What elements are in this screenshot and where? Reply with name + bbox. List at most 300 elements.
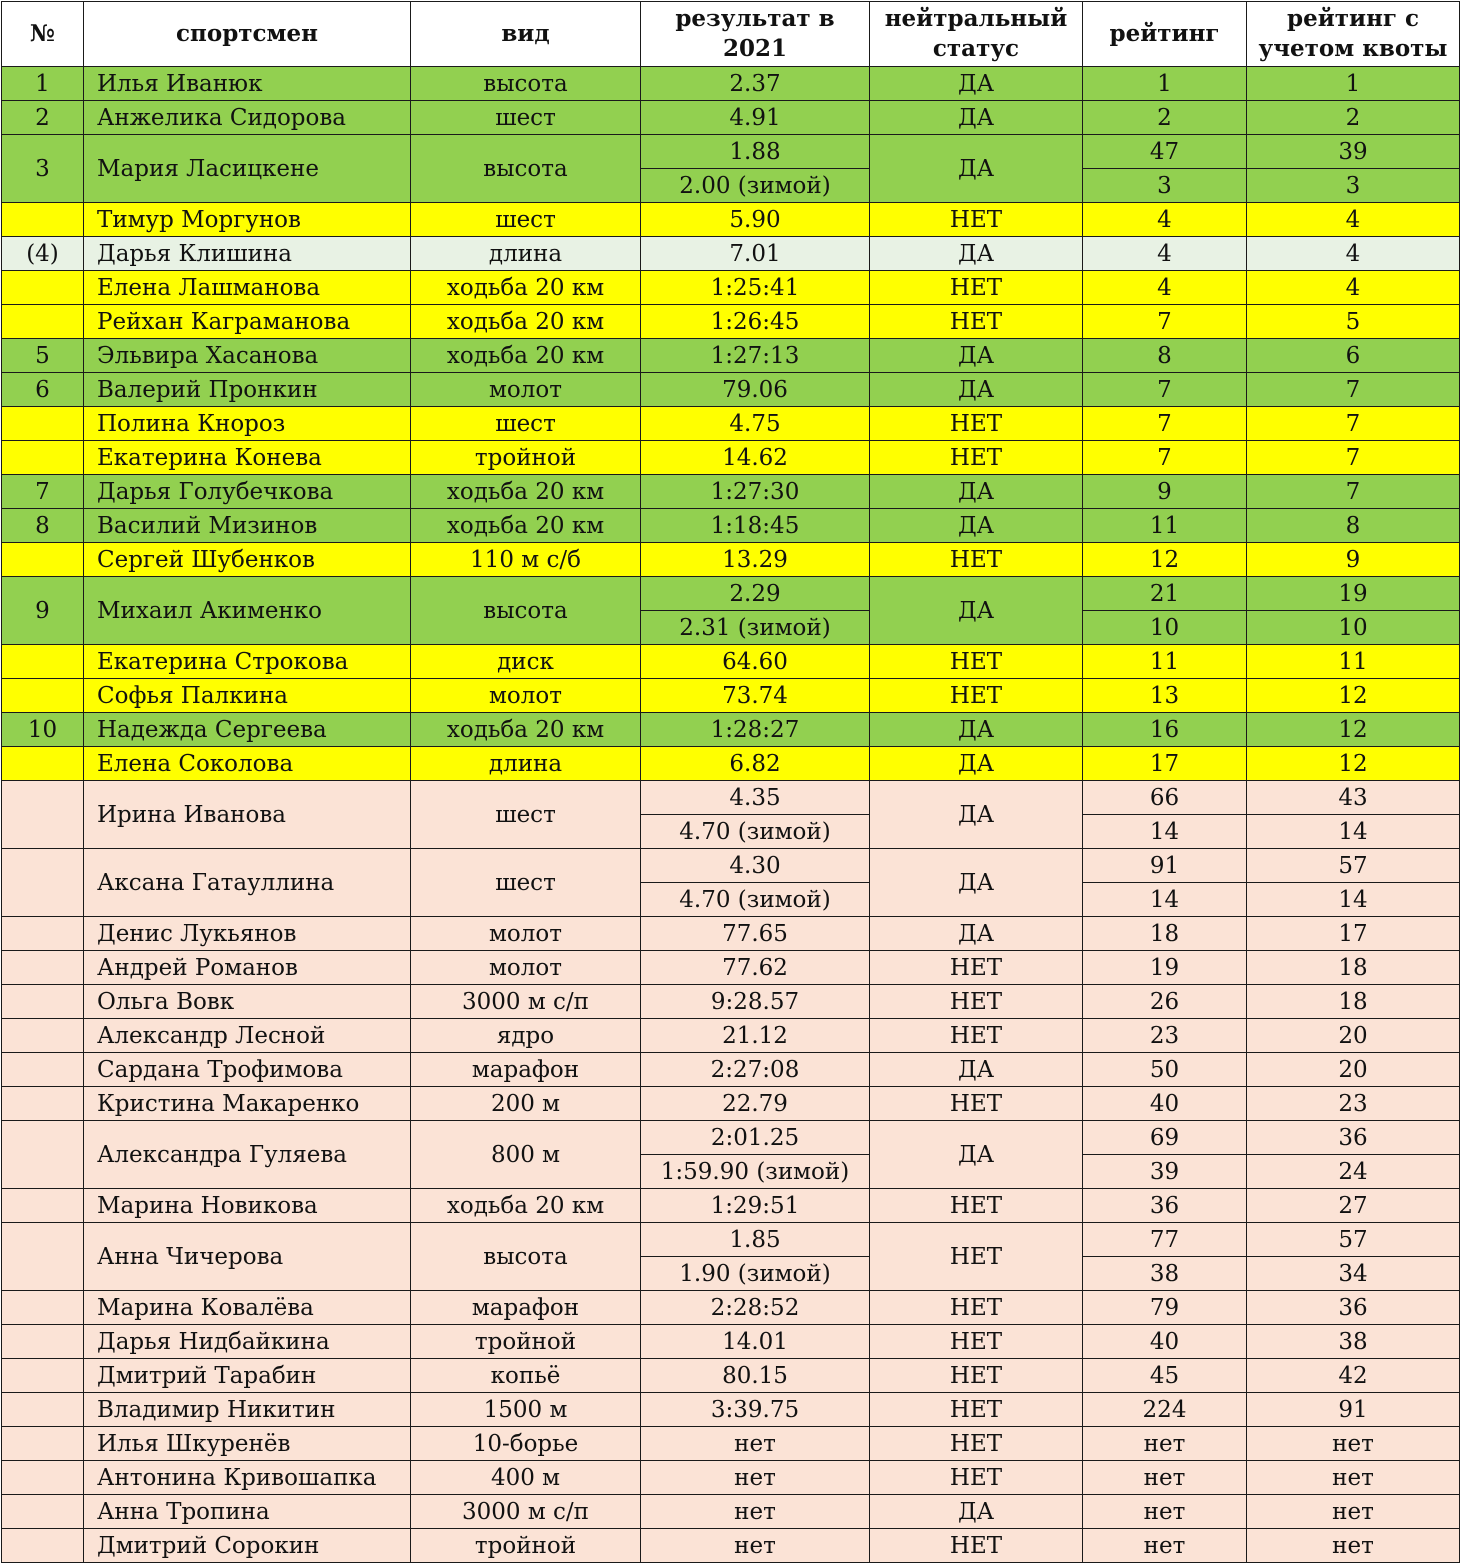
quota-rating-value: нет [1247, 1495, 1460, 1529]
event-type: 3000 м с/п [411, 985, 641, 1019]
athlete-name: Дарья Голубечкова [84, 475, 411, 509]
quota-rating-value: 11 [1247, 645, 1460, 679]
row-number [2, 679, 84, 713]
quota-rating-value: 18 [1247, 951, 1460, 985]
header-number: № [2, 2, 84, 67]
quota-rating-value-winter: 10 [1247, 611, 1460, 645]
rating-value: 50 [1083, 1053, 1247, 1087]
quota-rating-value: 12 [1247, 679, 1460, 713]
quota-rating-value: 20 [1247, 1019, 1460, 1053]
rating-value: 224 [1083, 1393, 1247, 1427]
quota-rating-value: 7 [1247, 475, 1460, 509]
quota-rating-value-winter: 24 [1247, 1155, 1460, 1189]
result-value: 1.88 [641, 135, 870, 169]
table-row [2, 475, 1460, 509]
rating-value: 7 [1083, 305, 1247, 339]
event-type: тройной [411, 1325, 641, 1359]
athlete-name: Анжелика Сидорова [84, 101, 411, 135]
athlete-name: Надежда Сергеева [84, 713, 411, 747]
table-row [2, 1393, 1460, 1427]
quota-rating-value: нет [1247, 1427, 1460, 1461]
event-type: шест [411, 849, 641, 917]
result-value: нет [641, 1529, 870, 1563]
quota-rating-value-winter: 3 [1247, 169, 1460, 203]
table-row [2, 1359, 1460, 1393]
table-row [2, 1427, 1460, 1461]
neutral-status: НЕТ [870, 407, 1083, 441]
event-type: ходьба 20 км [411, 475, 641, 509]
neutral-status: ДА [870, 1053, 1083, 1087]
result-value-winter: 4.70 (зимой) [641, 815, 870, 849]
quota-rating-value-winter: 34 [1247, 1257, 1460, 1291]
event-type: высота [411, 577, 641, 645]
row-number [2, 1359, 84, 1393]
result-value: нет [641, 1495, 870, 1529]
neutral-status: ДА [870, 849, 1083, 917]
result-value: 2.29 [641, 577, 870, 611]
row-number: 7 [2, 475, 84, 509]
table-row [2, 203, 1460, 237]
event-type: ходьба 20 км [411, 305, 641, 339]
row-number: 3 [2, 135, 84, 203]
neutral-status: ДА [870, 917, 1083, 951]
table-row [2, 509, 1460, 543]
neutral-status: ДА [870, 237, 1083, 271]
table-row [2, 713, 1460, 747]
table-row [2, 237, 1460, 271]
rating-value: 11 [1083, 645, 1247, 679]
table-row [2, 101, 1460, 135]
athlete-name: Мария Ласицкене [84, 135, 411, 203]
table-row [2, 679, 1460, 713]
rating-value: 17 [1083, 747, 1247, 781]
neutral-status: НЕТ [870, 1019, 1083, 1053]
event-type: копьё [411, 1359, 641, 1393]
table-row [2, 1529, 1460, 1563]
quota-rating-value: 91 [1247, 1393, 1460, 1427]
result-value: 2:28:52 [641, 1291, 870, 1325]
table-row [2, 917, 1460, 951]
row-number [2, 1189, 84, 1223]
neutral-status: ДА [870, 101, 1083, 135]
athlete-name: Екатерина Конева [84, 441, 411, 475]
header-result: результат в 2021 [641, 2, 870, 67]
athlete-name: Софья Палкина [84, 679, 411, 713]
table-row [2, 1189, 1460, 1223]
rating-value: 4 [1083, 203, 1247, 237]
quota-rating-value: 7 [1247, 441, 1460, 475]
neutral-status: НЕТ [870, 441, 1083, 475]
table-body [2, 67, 1460, 1563]
row-number [2, 747, 84, 781]
header-neutral-status: нейтральный статус [870, 2, 1083, 67]
row-number [2, 441, 84, 475]
quota-rating-value: 2 [1247, 101, 1460, 135]
result-value: 2.37 [641, 67, 870, 101]
table-row [2, 543, 1460, 577]
table-row [2, 1291, 1460, 1325]
table-row [2, 441, 1460, 475]
event-type: длина [411, 237, 641, 271]
result-value: 1:25:41 [641, 271, 870, 305]
rating-value: 7 [1083, 441, 1247, 475]
neutral-status: НЕТ [870, 985, 1083, 1019]
result-value: 1.85 [641, 1223, 870, 1257]
athlete-name: Тимур Моргунов [84, 203, 411, 237]
quota-rating-value: 18 [1247, 985, 1460, 1019]
athlete-name: Дмитрий Сорокин [84, 1529, 411, 1563]
quota-rating-value: 38 [1247, 1325, 1460, 1359]
athlete-name: Владимир Никитин [84, 1393, 411, 1427]
rating-value: 91 [1083, 849, 1247, 883]
neutral-status: ДА [870, 135, 1083, 203]
neutral-status: ДА [870, 781, 1083, 849]
quota-rating-value: 9 [1247, 543, 1460, 577]
table-row [2, 373, 1460, 407]
table-row [2, 849, 1460, 883]
result-value: 79.06 [641, 373, 870, 407]
result-value: 77.65 [641, 917, 870, 951]
result-value-winter: 1:59.90 (зимой) [641, 1155, 870, 1189]
result-value: 4.75 [641, 407, 870, 441]
event-type: высота [411, 67, 641, 101]
quota-rating-value: 39 [1247, 135, 1460, 169]
table-row [2, 305, 1460, 339]
athlete-name: Ольга Вовк [84, 985, 411, 1019]
result-value: 4.35 [641, 781, 870, 815]
athlete-name: Анна Чичерова [84, 1223, 411, 1291]
quota-rating-value: нет [1247, 1461, 1460, 1495]
athlete-name: Кристина Макаренко [84, 1087, 411, 1121]
quota-rating-value: 1 [1247, 67, 1460, 101]
quota-rating-value-winter: 14 [1247, 883, 1460, 917]
row-number: 5 [2, 339, 84, 373]
event-type: 1500 м [411, 1393, 641, 1427]
result-value: 73.74 [641, 679, 870, 713]
table-row [2, 1053, 1460, 1087]
row-number: 10 [2, 713, 84, 747]
athlete-name: Александра Гуляева [84, 1121, 411, 1189]
result-value: нет [641, 1427, 870, 1461]
result-value: 5.90 [641, 203, 870, 237]
row-number [2, 951, 84, 985]
rating-value-winter: 14 [1083, 815, 1247, 849]
athlete-name: Марина Новикова [84, 1189, 411, 1223]
quota-rating-value: 42 [1247, 1359, 1460, 1393]
neutral-status: НЕТ [870, 203, 1083, 237]
result-value: 1:27:30 [641, 475, 870, 509]
header-event: вид [411, 2, 641, 67]
event-type: шест [411, 407, 641, 441]
rating-value-winter: 39 [1083, 1155, 1247, 1189]
rating-value: 36 [1083, 1189, 1247, 1223]
row-number [2, 917, 84, 951]
header-quota-rating: рейтинг с учетом квоты [1247, 2, 1460, 67]
table-row [2, 1495, 1460, 1529]
rating-value: 9 [1083, 475, 1247, 509]
rating-value: 26 [1083, 985, 1247, 1019]
event-type: длина [411, 747, 641, 781]
event-type: 10-борье [411, 1427, 641, 1461]
row-number: (4) [2, 237, 84, 271]
table-row [2, 951, 1460, 985]
table-row [2, 1019, 1460, 1053]
athlete-name: Елена Соколова [84, 747, 411, 781]
rating-value: 69 [1083, 1121, 1247, 1155]
quota-rating-value: 7 [1247, 407, 1460, 441]
athlete-name: Дарья Клишина [84, 237, 411, 271]
athlete-name: Илья Шкуренёв [84, 1427, 411, 1461]
result-value: 1:27:13 [641, 339, 870, 373]
rating-value: 16 [1083, 713, 1247, 747]
event-type: молот [411, 679, 641, 713]
row-number [2, 1291, 84, 1325]
quota-rating-value: 8 [1247, 509, 1460, 543]
rating-value: 13 [1083, 679, 1247, 713]
athlete-name: Ирина Иванова [84, 781, 411, 849]
event-type: шест [411, 781, 641, 849]
quota-rating-value: нет [1247, 1529, 1460, 1563]
table-row [2, 1223, 1460, 1257]
result-value: 21.12 [641, 1019, 870, 1053]
result-value: 4.30 [641, 849, 870, 883]
result-value: 7.01 [641, 237, 870, 271]
athlete-name: Рейхан Каграманова [84, 305, 411, 339]
row-number [2, 305, 84, 339]
event-type: шест [411, 203, 641, 237]
neutral-status: НЕТ [870, 1359, 1083, 1393]
row-number: 9 [2, 577, 84, 645]
result-value: 22.79 [641, 1087, 870, 1121]
neutral-status: НЕТ [870, 543, 1083, 577]
athlete-name: Дарья Нидбайкина [84, 1325, 411, 1359]
row-number [2, 1325, 84, 1359]
event-type: молот [411, 373, 641, 407]
neutral-status: ДА [870, 475, 1083, 509]
neutral-status: ДА [870, 67, 1083, 101]
quota-rating-value: 17 [1247, 917, 1460, 951]
result-value: 1:29:51 [641, 1189, 870, 1223]
header-rating: рейтинг [1083, 2, 1247, 67]
neutral-status: ДА [870, 713, 1083, 747]
rating-value: нет [1083, 1495, 1247, 1529]
table-row [2, 1121, 1460, 1155]
rating-value: 21 [1083, 577, 1247, 611]
row-number [2, 1393, 84, 1427]
header-row [2, 2, 1460, 67]
table-row [2, 135, 1460, 169]
athlete-name: Александр Лесной [84, 1019, 411, 1053]
athlete-name: Андрей Романов [84, 951, 411, 985]
result-value-winter: 1.90 (зимой) [641, 1257, 870, 1291]
event-type: марафон [411, 1053, 641, 1087]
athlete-name: Михаил Акименко [84, 577, 411, 645]
quota-rating-value: 7 [1247, 373, 1460, 407]
event-type: молот [411, 917, 641, 951]
athlete-name: Василий Мизинов [84, 509, 411, 543]
quota-rating-value: 36 [1247, 1291, 1460, 1325]
table-row [2, 67, 1460, 101]
neutral-status: НЕТ [870, 645, 1083, 679]
result-value: 13.29 [641, 543, 870, 577]
row-number [2, 1461, 84, 1495]
row-number [2, 1053, 84, 1087]
row-number [2, 1495, 84, 1529]
row-number [2, 781, 84, 849]
quota-rating-value: 19 [1247, 577, 1460, 611]
neutral-status: НЕТ [870, 1291, 1083, 1325]
rating-value: 7 [1083, 407, 1247, 441]
quota-rating-value: 4 [1247, 203, 1460, 237]
event-type: ходьба 20 км [411, 1189, 641, 1223]
quota-rating-value: 12 [1247, 747, 1460, 781]
event-type: высота [411, 1223, 641, 1291]
quota-rating-value: 4 [1247, 237, 1460, 271]
neutral-status: НЕТ [870, 1427, 1083, 1461]
event-type: ходьба 20 км [411, 339, 641, 373]
table-row [2, 645, 1460, 679]
rating-value: 66 [1083, 781, 1247, 815]
rating-value: 4 [1083, 271, 1247, 305]
rating-value: 47 [1083, 135, 1247, 169]
rating-value: 12 [1083, 543, 1247, 577]
quota-rating-value: 4 [1247, 271, 1460, 305]
rating-value: 79 [1083, 1291, 1247, 1325]
event-type: тройной [411, 441, 641, 475]
rating-value: нет [1083, 1427, 1247, 1461]
neutral-status: ДА [870, 577, 1083, 645]
quota-rating-value: 20 [1247, 1053, 1460, 1087]
athlete-name: Екатерина Строкова [84, 645, 411, 679]
table-row [2, 1087, 1460, 1121]
header-athlete: спортсмен [84, 2, 411, 67]
row-number [2, 1019, 84, 1053]
event-type: 110 м с/б [411, 543, 641, 577]
table-row [2, 271, 1460, 305]
athlete-name: Эльвира Хасанова [84, 339, 411, 373]
table-row [2, 407, 1460, 441]
row-number [2, 1121, 84, 1189]
athlete-name: Сардана Трофимова [84, 1053, 411, 1087]
rating-value: 40 [1083, 1087, 1247, 1121]
neutral-status: НЕТ [870, 951, 1083, 985]
rating-value: 2 [1083, 101, 1247, 135]
athlete-name: Елена Лашманова [84, 271, 411, 305]
row-number [2, 1427, 84, 1461]
rating-value: 45 [1083, 1359, 1247, 1393]
quota-rating-value: 6 [1247, 339, 1460, 373]
athletes-table [1, 1, 1460, 1563]
result-value: 1:26:45 [641, 305, 870, 339]
neutral-status: НЕТ [870, 1393, 1083, 1427]
row-number [2, 271, 84, 305]
neutral-status: ДА [870, 339, 1083, 373]
result-value: 2:27:08 [641, 1053, 870, 1087]
athlete-name: Сергей Шубенков [84, 543, 411, 577]
result-value-winter: 2.31 (зимой) [641, 611, 870, 645]
event-type: 800 м [411, 1121, 641, 1189]
result-value: 3:39.75 [641, 1393, 870, 1427]
table-row [2, 1325, 1460, 1359]
neutral-status: НЕТ [870, 1529, 1083, 1563]
row-number [2, 407, 84, 441]
row-number: 6 [2, 373, 84, 407]
athlete-name: Валерий Пронкин [84, 373, 411, 407]
event-type: ходьба 20 км [411, 509, 641, 543]
quota-rating-value: 5 [1247, 305, 1460, 339]
neutral-status: ДА [870, 509, 1083, 543]
event-type: 200 м [411, 1087, 641, 1121]
rating-value-winter: 14 [1083, 883, 1247, 917]
rating-value: нет [1083, 1461, 1247, 1495]
quota-rating-value: 57 [1247, 1223, 1460, 1257]
table-row [2, 577, 1460, 611]
result-value-winter: 4.70 (зимой) [641, 883, 870, 917]
result-value: 14.62 [641, 441, 870, 475]
rating-value: 19 [1083, 951, 1247, 985]
result-value: 80.15 [641, 1359, 870, 1393]
row-number [2, 543, 84, 577]
table-row [2, 339, 1460, 373]
event-type: высота [411, 135, 641, 203]
athlete-name: Дмитрий Тарабин [84, 1359, 411, 1393]
athlete-name: Анна Тропина [84, 1495, 411, 1529]
event-type: шест [411, 101, 641, 135]
row-number [2, 849, 84, 917]
neutral-status: НЕТ [870, 679, 1083, 713]
event-type: молот [411, 951, 641, 985]
event-type: марафон [411, 1291, 641, 1325]
rating-value-winter: 10 [1083, 611, 1247, 645]
result-value: 6.82 [641, 747, 870, 781]
quota-rating-value: 27 [1247, 1189, 1460, 1223]
result-value: 14.01 [641, 1325, 870, 1359]
result-value-winter: 2.00 (зимой) [641, 169, 870, 203]
athlete-name: Илья Иванюк [84, 67, 411, 101]
result-value: 9:28.57 [641, 985, 870, 1019]
result-value: 4.91 [641, 101, 870, 135]
rating-value: 23 [1083, 1019, 1247, 1053]
athlete-name: Денис Лукьянов [84, 917, 411, 951]
result-value: 77.62 [641, 951, 870, 985]
event-type: тройной [411, 1529, 641, 1563]
rating-value: 11 [1083, 509, 1247, 543]
quota-rating-value: 12 [1247, 713, 1460, 747]
event-type: 3000 м с/п [411, 1495, 641, 1529]
row-number: 2 [2, 101, 84, 135]
row-number [2, 1223, 84, 1291]
rating-value-winter: 3 [1083, 169, 1247, 203]
athlete-name: Полина Кнороз [84, 407, 411, 441]
quota-rating-value-winter: 14 [1247, 815, 1460, 849]
rating-value: 4 [1083, 237, 1247, 271]
result-value: 1:18:45 [641, 509, 870, 543]
result-value: 1:28:27 [641, 713, 870, 747]
neutral-status: НЕТ [870, 1325, 1083, 1359]
row-number [2, 203, 84, 237]
rating-value: 18 [1083, 917, 1247, 951]
neutral-status: НЕТ [870, 1461, 1083, 1495]
quota-rating-value: 57 [1247, 849, 1460, 883]
event-type: ходьба 20 км [411, 713, 641, 747]
quota-rating-value: 43 [1247, 781, 1460, 815]
table-row [2, 1461, 1460, 1495]
neutral-status: ДА [870, 747, 1083, 781]
table-row [2, 781, 1460, 815]
result-value: 64.60 [641, 645, 870, 679]
row-number [2, 1087, 84, 1121]
table-row [2, 747, 1460, 781]
